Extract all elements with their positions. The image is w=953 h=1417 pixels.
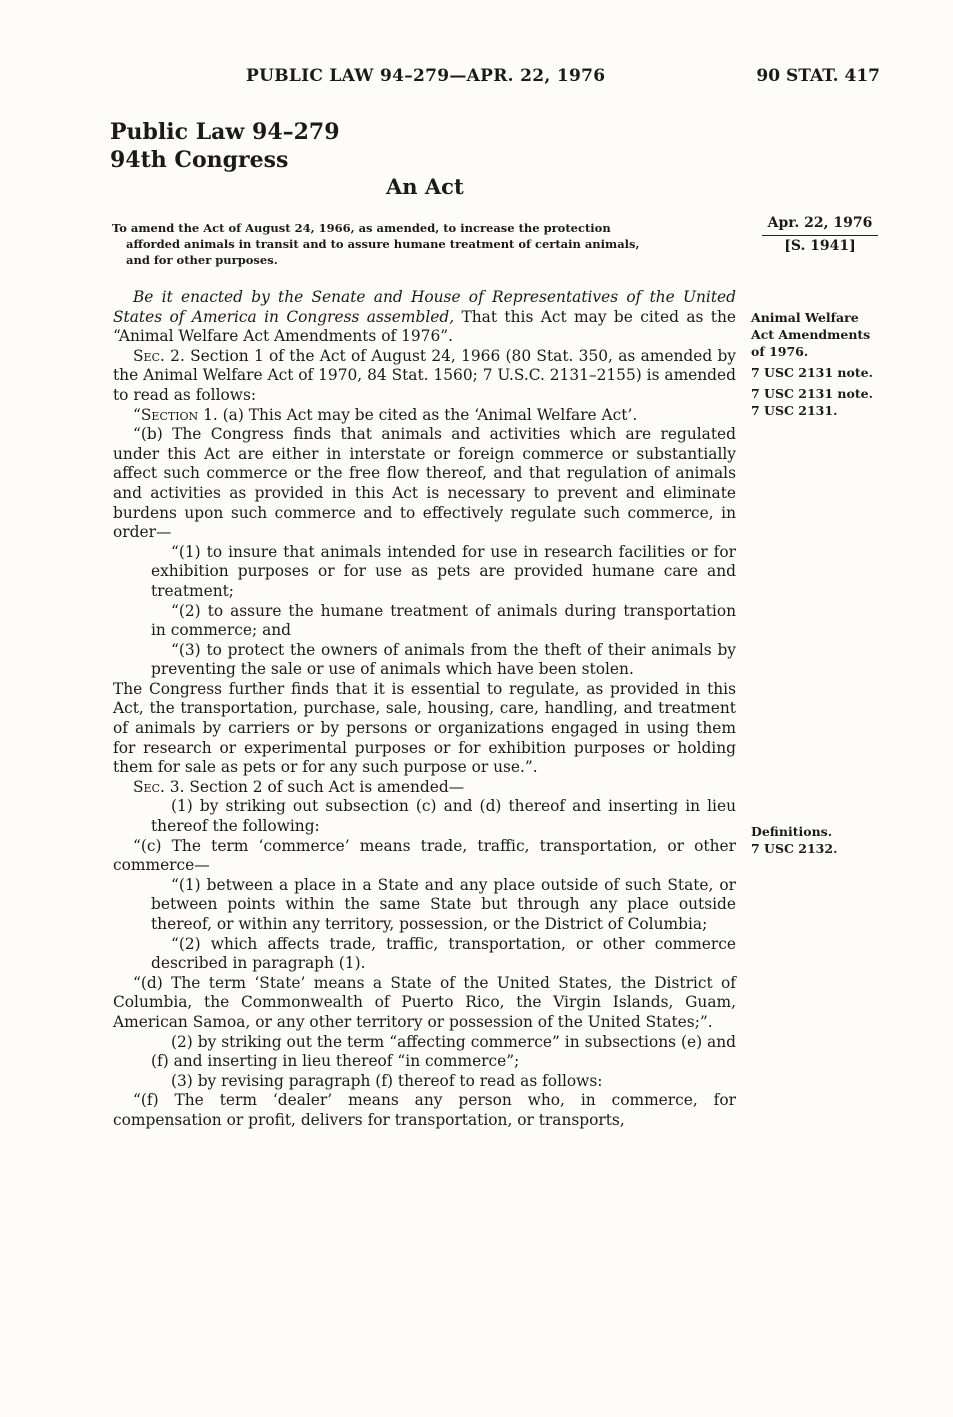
section-text: 2. Section 1 of the Act of August 24, 1966 (80 Stat. 350, as amended by the Animal Welfare Act of 1970, 84 Stat. 1560; 7 U.S.C. 2131–2155) is amended to read as follows: xyxy=(113,346,736,404)
law-number: Public Law 94–279 xyxy=(110,119,340,145)
amendment-2: (2) by striking out the term “affecting commerce” in subsections (e) and (f) and inserting in lieu thereof “in commerce”; xyxy=(151,1032,736,1071)
finding-item-1: “(1) to insure that animals intended for use in research facilities or for exhibition purposes or for use as pets are provided humane care and treatment; xyxy=(151,542,736,600)
margin-note-line: of 1976. xyxy=(751,344,809,359)
margin-note-citation: 7 USC 2131 note. xyxy=(751,365,873,380)
margin-note-definitions xyxy=(751,823,891,857)
enactment-date: Apr. 22, 1976 xyxy=(767,215,873,231)
definition-f: “(f) The term ‘dealer’ means any person who, in commerce, for compensation or profit, delivers for transportation, or transports, xyxy=(113,1091,736,1129)
law-title-block xyxy=(110,118,340,174)
further-findings: The Congress further finds that it is essential to regulate, as provided in this Act, the transportation, purchase, sale, housing, care, handling, and treatment of animals by carriers or by persons or organizations engaged in using them for research or experimental purposes or for exhibition purposes or holding them for sale as pets or for any such purpose or use.”. xyxy=(113,679,736,777)
definition-c: “(c) The term ‘commerce’ means trade, traffic, transportation, or other commerce— xyxy=(113,836,736,875)
finding-item-3: “(3) to protect the owners of animals from the theft of their animals by preventing the sale or use of animals which have been stolen. xyxy=(151,640,736,679)
section-text: 3. Section 2 of such Act is amended— xyxy=(164,777,465,796)
an-act-heading: An Act xyxy=(386,174,464,199)
section-2 xyxy=(113,347,736,406)
bill-number: [S. 1941] xyxy=(784,238,856,254)
running-header: PUBLIC LAW 94–279—APR. 22, 1976 xyxy=(246,66,606,86)
section-1-a xyxy=(113,406,736,426)
stat-page-number: 90 STAT. 417 xyxy=(756,66,880,86)
section-3 xyxy=(113,778,736,798)
statute-body xyxy=(113,288,736,1131)
purpose-line-2: afforded animals in transit and to assure humane treatment of certain animals, xyxy=(126,237,640,251)
enacting-formula: Be it enacted by the Senate and House of Representatives of the United States of America in Congress assembled, xyxy=(113,288,736,326)
section-label: Sec. xyxy=(133,777,165,796)
purpose-line-3: and for other purposes. xyxy=(126,253,278,267)
margin-note-citation: 7 USC 2132. xyxy=(751,841,838,856)
section-label: Sec. xyxy=(133,346,165,365)
paragraph-b: “(b) The Congress finds that animals and activities which are regulated under this Act are either in interstate or foreign commerce or substantially affect such commerce or the free flow thereof, and that regulation of animals and activities as provided in this Act is necessary to prevent and eliminate burdens upon such commerce and to effectively regulate such commerce, in order— xyxy=(113,425,736,542)
margin-note-citation: 7 USC 2131 note. xyxy=(751,386,873,401)
margin-note-line: Animal Welfare xyxy=(751,310,859,325)
definition-c-1: “(1) between a place in a State and any place outside of such State, or between points within the same State but through any place outside thereof, or within any territory, possession, or the District of Columbia; xyxy=(151,875,736,933)
purpose-line-1: To amend the Act of August 24, 1966, as amended, to increase the protection xyxy=(112,221,611,235)
section-label: “Section xyxy=(133,405,199,424)
amendment-1: (1) by striking out subsection (c) and (d) thereof and inserting in lieu thereof the following: xyxy=(151,797,736,836)
finding-item-2: “(2) to assure the humane treatment of animals during transportation in commerce; and xyxy=(151,601,736,640)
definition-c-2: “(2) which affects trade, traffic, transportation, or other commerce described in paragraph (1). xyxy=(151,934,736,973)
margin-note-citation: 7 USC 2131. xyxy=(751,403,838,418)
congress-number: 94th Congress xyxy=(110,147,289,173)
enactment-date-box xyxy=(762,213,878,256)
margin-note-line: Act Amendments xyxy=(751,327,871,342)
margin-note-line: Definitions. xyxy=(751,824,833,839)
amendment-3: (3) by revising paragraph (f) thereof to read as follows: xyxy=(171,1071,603,1090)
definition-d: “(d) The term ‘State’ means a State of the United States, the District of Columbia, the Commonwealth of Puerto Rico, the Virgin Islands, Guam, American Samoa, or any other territory or possession of the United States;”. xyxy=(113,973,736,1031)
margin-note-short-title xyxy=(751,309,891,419)
section-text: 1. (a) This Act may be cited as the ‘Animal Welfare Act’. xyxy=(198,405,638,424)
enacting-clause xyxy=(113,288,736,347)
purpose-clause xyxy=(112,220,737,268)
short-title-text: That this Act may be cited as the “Animal Welfare Act Amendments of 1976”. xyxy=(113,307,736,346)
